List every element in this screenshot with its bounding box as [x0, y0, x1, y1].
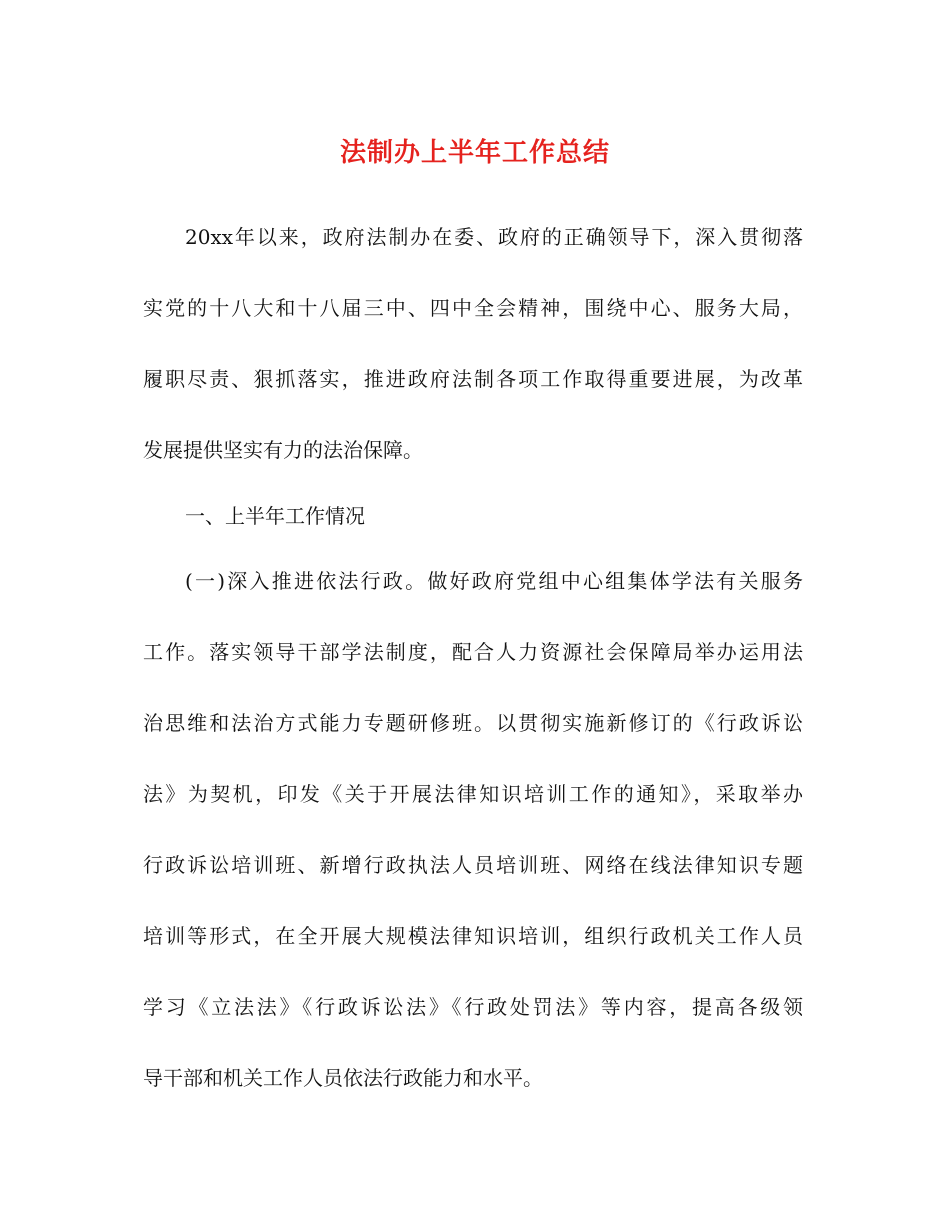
paragraph-line: 履职尽责、狠抓落实，推进政府法制各项工作取得重要进展，为改革 [143, 367, 803, 391]
paragraph-line: (一)深入推进依法行政。做好政府党组中心组集体学法有关服务 [185, 569, 803, 593]
paragraph-line: 行政诉讼培训班、新增行政执法人员培训班、网络在线法律知识专题 [143, 853, 803, 877]
paragraph-line: 培训等形式，在全开展大规模法律知识培训，组织行政机关工作人员 [143, 924, 803, 948]
paragraph-line: 发展提供坚实有力的法治保障。 [143, 438, 423, 462]
paragraph-line: 学习《立法法》《行政诉讼法》《行政处罚法》等内容，提高各级领 [143, 995, 803, 1019]
paragraph-line: 20xx年以来，政府法制办在委、政府的正确领导下，深入贯彻落 [185, 225, 803, 249]
paragraph-line: 法》为契机，印发《关于开展法律知识培训工作的通知》，采取举办 [143, 782, 803, 806]
document-title: 法制办上半年工作总结 [339, 138, 610, 168]
paragraph-line: 实党的十八大和十八届三中、四中全会精神，围绕中心、服务大局， [143, 296, 803, 320]
paragraph-line: 工作。落实领导干部学法制度，配合人力资源社会保障局举办运用法 [143, 640, 803, 664]
paragraph-line: 导干部和机关工作人员依法行政能力和水平。 [143, 1066, 543, 1090]
paragraph-line: 治思维和法治方式能力专题研修班。以贯彻实施新修订的《行政诉讼 [143, 711, 803, 735]
section-heading: 一、上半年工作情况 [185, 504, 365, 528]
